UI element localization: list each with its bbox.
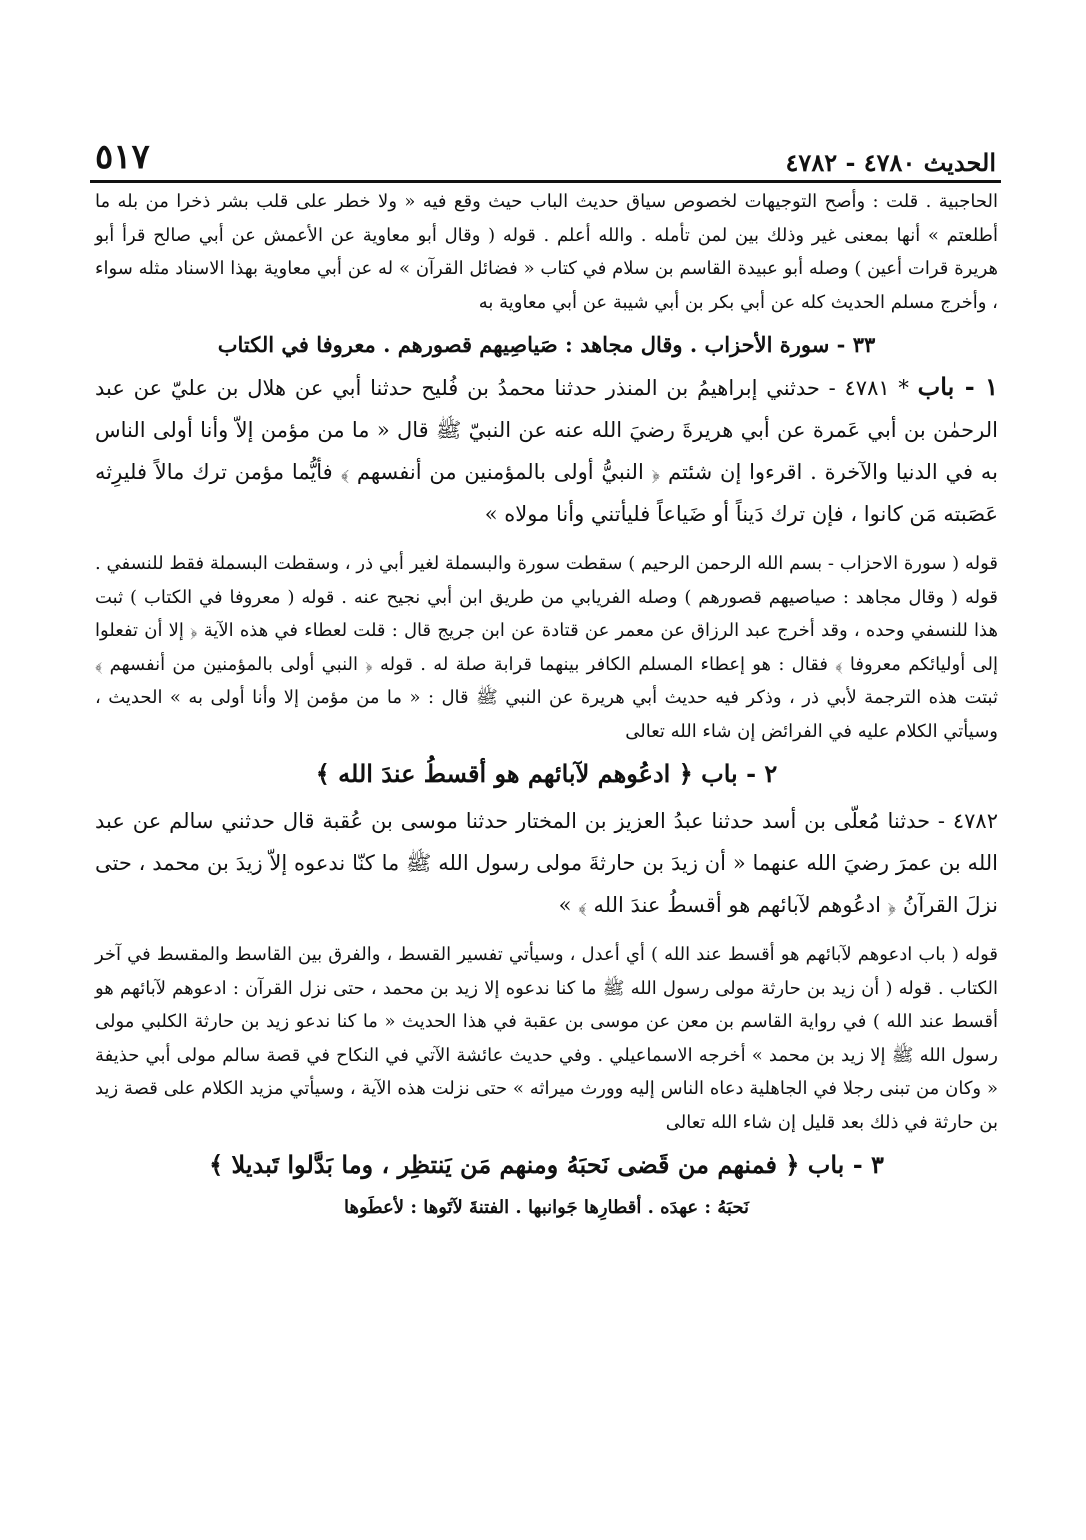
surah-heading: ٣٣ - سورة الأحزاب . وقال مجاهد : صَياصِيهم قصورهم . معروفا في الكتاب	[217, 332, 876, 357]
bab-3-heading: ٣ - باب ﴿ فمنهم من قَضى نَحبَهُ ومنهم مَن يَنتظِر ، وما بَدَّلوا تَبديلا ﴾	[209, 1150, 884, 1179]
bab-1-label: ١ - باب	[917, 372, 998, 401]
page-body	[95, 185, 998, 1225]
commentary-paragraph-1: الحاجبية . قلت : وأصح التوجيهات لخصوص سياق حديث الباب حيث وقع فيه « ولا خطر على قلب بشر ذخرا من بله ما أطلعتم » أنها بمعنى غير وذلك بين لمن تأمله . والله أعلم . قوله ( وقال أبو معاوية عن الأعمش عن أبي صالح قرأ أبو هريرة قرات أعين ) وصله أبو عبيدة القاسم بن سلام في كتاب « فضائل القرآن » له عن أبي معاوية بهذا الاسناد مثله سواء ، وأخرج مسلم الحديث كله عن أبي بكر بن أبي شيبة عن أبي معاوية به	[95, 191, 998, 313]
hadith-4782: ٤٧٨٢ - حدثنا مُعلّى بن أسد حدثنا عبدُ العزيز بن المختار حدثنا موسى بن عُقبة قال حدثني سالم عن عبد الله بن عمرَ رضيَ الله عنهما « أن زيدَ بن حارثةَ مولى رسول الله ﷺ ما كنّا ندعوه إلاّ زيدَ بن محمد ، حتى نزلَ القرآنُ ﴿ ادعُوهم لآبائهم هو أقسطُ عندَ الله ﴾ »	[95, 809, 998, 917]
bab-2-heading: ٢ - باب ﴿ ادعُوهم لآبائهم هو أقسطُ عندَ الله ﴾	[315, 759, 778, 788]
page-header	[95, 135, 996, 177]
page-number: ٥١٧	[95, 137, 150, 177]
hadith-range: الحديث ٤٧٨٠ - ٤٧٨٢	[785, 148, 996, 177]
commentary-paragraph-3: قوله ( باب ادعوهم لآبائهم هو أقسط عند الله ) أي أعدل ، وسيأتي تفسير القسط ، والفرق بين القاسط والمقسط في آخر الكتاب . قوله ( أن زيد بن حارثة مولى رسول الله ﷺ ما كنا ندعوه إلا زيد بن محمد ، حتى نزل القرآن : ادعوهم لآبائهم هو أقسط عند الله ) في رواية القاسم بن معن عن موسى بن عقبة في هذا الحديث « ما كنا ندعو زيد بن حارثة الكلبي مولى رسول الله ﷺ إلا زيد بن محمد » أخرجه الاسماعيلي . وفي حديث عائشة الآتي في النكاح في قصة سالم مولى أبي حذيفة « وكان من تبنى رجلا في الجاهلية دعاه الناس إليه وورث ميراثه » حتى نزلت هذه الآية ، وسيأتي مزيد الكلام على قصة زيد بن حارثة في ذلك بعد قليل إن شاء الله تعالى	[95, 944, 998, 1133]
commentary-paragraph-2: قوله ( سورة الاحزاب - بسم الله الرحمن الرحيم ) سقطت سورة والبسملة لغير أبي ذر ، وسقطت البسملة فقط للنسفي . قوله ( وقال مجاهد : صياصيهم قصورهم ) وصله الفريابي من طريق ابن أبي نجيح عنه . قوله ( معروفا في الكتاب ) ثبت هذا للنسفي وحده ، وقد أخرج عبد الرزاق عن معمر عن قتادة عن ابن جريج قال : قلت لعطاء في هذه الآية ﴿ إلا أن تفعلوا إلى أوليائكم معروفا ﴾ فقال : هو إعطاء المسلم الكافر بينهما قرابة صلة له . قوله ﴿ النبي أولى بالمؤمنين من أنفسهم ﴾ ثبتت هذه الترجمة لأبي ذر ، وذكر فيه حديث أبي هريرة عن النبي ﷺ قال : « ما من مؤمن إلا وأنا أولى به » الحديث ، وسيأتي الكلام عليه في الفرائض إن شاء الله تعالى	[95, 553, 998, 742]
hadith-4781-text: * ٤٧٨١ - حدثني إبراهيمُ بن المنذر حدثنا محمدُ بن فُليح حدثنا أبي عن هلال بن عليّ عن عبد الرحمٰن بن أبي عَمرة عن أبي هريرةَ رضيَ الله عنه عن النبيّ ﷺ قال « ما من مؤمن إلاّ وأنا أولى الناس به في الدنيا والآخرة . اقرءوا إن شئتم ﴿ النبيُّ أولى بالمؤمنين من أنفسهم ﴾ فأيُّما مؤمن ترك مالاً فليرِثه عَصَبته مَن كانوا ، فإن ترك دَيناً أو ضَياعاً فليأتني وأنا مولاه »	[95, 376, 998, 526]
hadith-4781	[95, 365, 998, 535]
header-rule	[90, 180, 1001, 183]
glossary-line: نَحبَهُ : عهدَه . أقطارِها جَوانبها . الفتنةَ لآتَوها : لأعطَوها	[344, 1197, 749, 1218]
